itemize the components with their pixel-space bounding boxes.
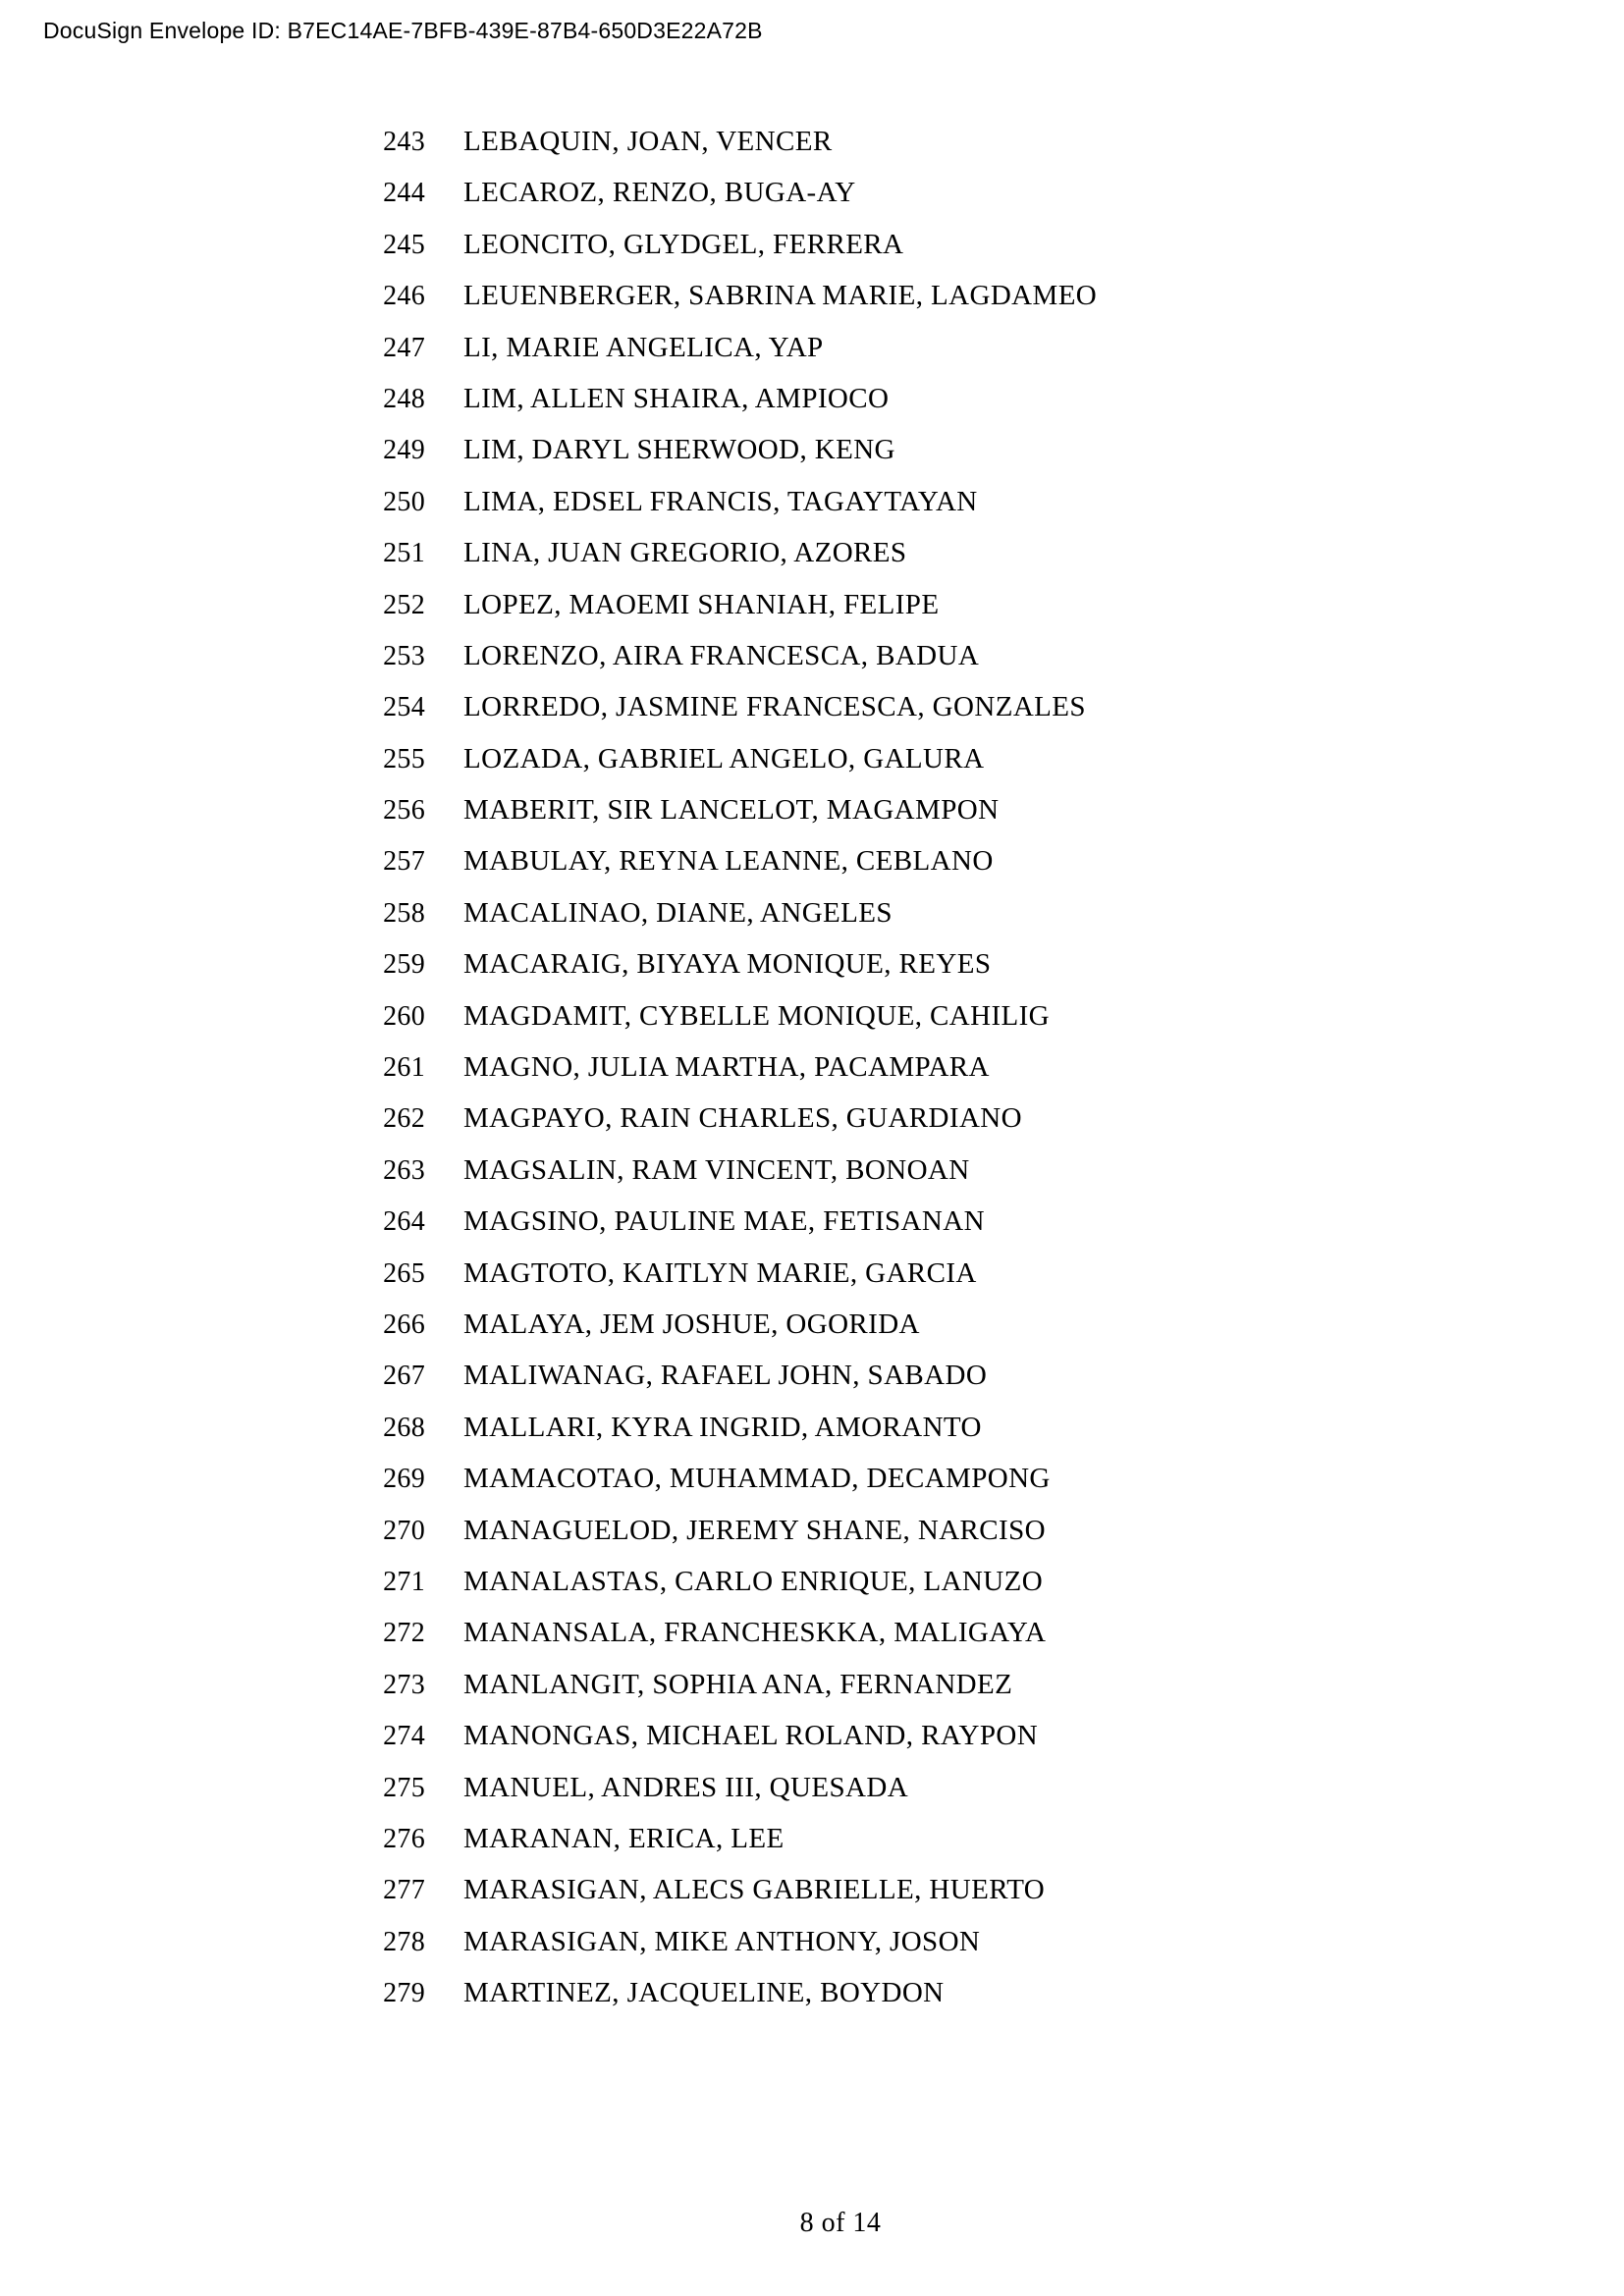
- entry-name: LOZADA, GABRIEL ANGELO, GALURA: [463, 742, 985, 774]
- entry-name: LEONCITO, GLYDGEL, FERRERA: [463, 228, 904, 260]
- list-item: [0, 116, 1624, 167]
- list-item: [0, 1145, 1624, 1196]
- entry-number: 264: [383, 1206, 425, 1238]
- roster-list: [0, 116, 1624, 2018]
- entry-name: MAGPAYO, RAIN CHARLES, GUARDIANO: [463, 1102, 1022, 1135]
- list-item: [0, 1710, 1624, 1761]
- entry-number: 268: [383, 1412, 425, 1443]
- entry-number: 244: [383, 178, 425, 209]
- entry-name: MALAYA, JEM JOSHUE, OGORIDA: [463, 1308, 920, 1340]
- list-item: [0, 527, 1624, 578]
- entry-number: 257: [383, 846, 425, 878]
- entry-number: 279: [383, 1978, 425, 2009]
- entry-name: LOPEZ, MAOEMI SHANIAH, FELIPE: [463, 588, 940, 620]
- entry-name: MABULAY, REYNA LEANNE, CEBLANO: [463, 845, 994, 878]
- entry-name: MARASIGAN, ALECS GABRIELLE, HUERTO: [463, 1874, 1046, 1906]
- entry-number: 252: [383, 589, 425, 620]
- entry-number: 248: [383, 383, 425, 414]
- entry-name: LORREDO, JASMINE FRANCESCA, GONZALES: [463, 691, 1086, 723]
- entry-name: MAGDAMIT, CYBELLE MONIQUE, CAHILIG: [463, 999, 1051, 1032]
- entry-number: 274: [383, 1721, 425, 1752]
- entry-number: 245: [383, 229, 425, 260]
- entry-number: 256: [383, 795, 425, 827]
- entry-name: MABERIT, SIR LANCELOT, MAGAMPON: [463, 794, 1000, 827]
- list-item: [0, 733, 1624, 784]
- entry-name: LINA, JUAN GREGORIO, AZORES: [463, 537, 907, 569]
- entry-number: 277: [383, 1875, 425, 1906]
- list-item: [0, 990, 1624, 1041]
- list-item: [0, 270, 1624, 321]
- entry-number: 265: [383, 1257, 425, 1289]
- list-item: [0, 887, 1624, 938]
- list-item: [0, 167, 1624, 218]
- entry-name: LEBAQUIN, JOAN, VENCER: [463, 126, 833, 157]
- list-item: [0, 1607, 1624, 1658]
- list-item: [0, 373, 1624, 424]
- docusign-envelope-id: DocuSign Envelope ID: B7EC14AE-7BFB-439E-87B4-650D3E22A72B: [43, 18, 763, 43]
- list-item: [0, 1762, 1624, 1813]
- list-item: [0, 1916, 1624, 1967]
- entry-number: 267: [383, 1361, 425, 1392]
- entry-number: 246: [383, 281, 425, 312]
- entry-name: MANUEL, ANDRES III, QUESADA: [463, 1771, 909, 1803]
- entry-name: LIMA, EDSEL FRANCIS, TAGAYTAYAN: [463, 485, 978, 517]
- list-item: [0, 1248, 1624, 1299]
- list-item: [0, 1556, 1624, 1607]
- entry-number: 258: [383, 897, 425, 929]
- entry-name: MARASIGAN, MIKE ANTHONY, JOSON: [463, 1925, 981, 1957]
- entry-name: LIM, ALLEN SHAIRA, AMPIOCO: [463, 382, 890, 414]
- entry-name: LI, MARIE ANGELICA, YAP: [463, 331, 824, 363]
- entry-number: 260: [383, 1000, 425, 1032]
- list-item: [0, 630, 1624, 681]
- list-item: [0, 476, 1624, 527]
- entry-name: MANALASTAS, CARLO ENRIQUE, LANUZO: [463, 1565, 1044, 1597]
- list-item: [0, 1453, 1624, 1504]
- list-item: [0, 784, 1624, 835]
- page-number: 8 of 14: [799, 2208, 882, 2238]
- entry-name: MALIWANAG, RAFAEL JOHN, SABADO: [463, 1360, 988, 1392]
- entry-name: MAGSALIN, RAM VINCENT, BONOAN: [463, 1153, 970, 1186]
- list-item: [0, 1196, 1624, 1247]
- entry-number: 276: [383, 1823, 425, 1854]
- list-item: [0, 1813, 1624, 1864]
- entry-name: MALLARI, KYRA INGRID, AMORANTO: [463, 1411, 982, 1443]
- entry-number: 259: [383, 949, 425, 981]
- list-item: [0, 322, 1624, 373]
- list-item: [0, 1967, 1624, 2018]
- entry-number: 272: [383, 1618, 425, 1649]
- list-item: [0, 1864, 1624, 1915]
- entry-number: 266: [383, 1308, 425, 1340]
- entry-name: LEUENBERGER, SABRINA MARIE, LAGDAMEO: [463, 280, 1098, 312]
- list-item: [0, 1659, 1624, 1710]
- list-item: [0, 938, 1624, 989]
- entry-name: MARTINEZ, JACQUELINE, BOYDON: [463, 1977, 945, 2009]
- entry-number: 273: [383, 1669, 425, 1700]
- list-item: [0, 1299, 1624, 1350]
- entry-name: MACALINAO, DIANE, ANGELES: [463, 896, 893, 929]
- list-item: [0, 219, 1624, 270]
- list-item: [0, 1402, 1624, 1453]
- entry-name: LECAROZ, RENZO, BUGA-AY: [463, 177, 856, 209]
- entry-name: MAGTOTO, KAITLYN MARIE, GARCIA: [463, 1256, 977, 1289]
- entry-name: MARANAN, ERICA, LEE: [463, 1822, 785, 1854]
- entry-number: 270: [383, 1515, 425, 1546]
- entry-number: 269: [383, 1464, 425, 1495]
- entry-name: MAMACOTAO, MUHAMMAD, DECAMPONG: [463, 1463, 1051, 1495]
- entry-name: MANAGUELOD, JEREMY SHANE, NARCISO: [463, 1514, 1046, 1546]
- list-item: [0, 681, 1624, 732]
- list-item: [0, 1350, 1624, 1401]
- entry-number: 255: [383, 743, 425, 774]
- entry-name: MAGNO, JULIA MARTHA, PACAMPARA: [463, 1051, 990, 1084]
- entry-name: LORENZO, AIRA FRANCESCA, BADUA: [463, 639, 980, 671]
- entry-number: 249: [383, 435, 425, 466]
- entry-name: MANONGAS, MICHAEL ROLAND, RAYPON: [463, 1720, 1039, 1752]
- entry-number: 253: [383, 640, 425, 671]
- entry-number: 254: [383, 692, 425, 723]
- entry-number: 261: [383, 1052, 425, 1084]
- list-item: [0, 835, 1624, 886]
- entry-number: 247: [383, 332, 425, 363]
- list-item: [0, 1041, 1624, 1093]
- entry-name: MANANSALA, FRANCHESKKA, MALIGAYA: [463, 1617, 1047, 1649]
- entry-name: LIM, DARYL SHERWOOD, KENG: [463, 434, 895, 466]
- entry-number: 243: [383, 127, 425, 157]
- entry-number: 271: [383, 1566, 425, 1597]
- entry-name: MANLANGIT, SOPHIA ANA, FERNANDEZ: [463, 1668, 1013, 1700]
- entry-number: 275: [383, 1772, 425, 1803]
- list-item: [0, 1505, 1624, 1556]
- list-item: [0, 1093, 1624, 1144]
- entry-name: MACARAIG, BIYAYA MONIQUE, REYES: [463, 948, 992, 981]
- list-item: [0, 424, 1624, 475]
- entry-number: 250: [383, 486, 425, 517]
- entry-number: 278: [383, 1926, 425, 1957]
- list-item: [0, 579, 1624, 630]
- entry-number: 262: [383, 1103, 425, 1135]
- entry-number: 251: [383, 538, 425, 569]
- entry-number: 263: [383, 1154, 425, 1186]
- entry-name: MAGSINO, PAULINE MAE, FETISANAN: [463, 1205, 985, 1238]
